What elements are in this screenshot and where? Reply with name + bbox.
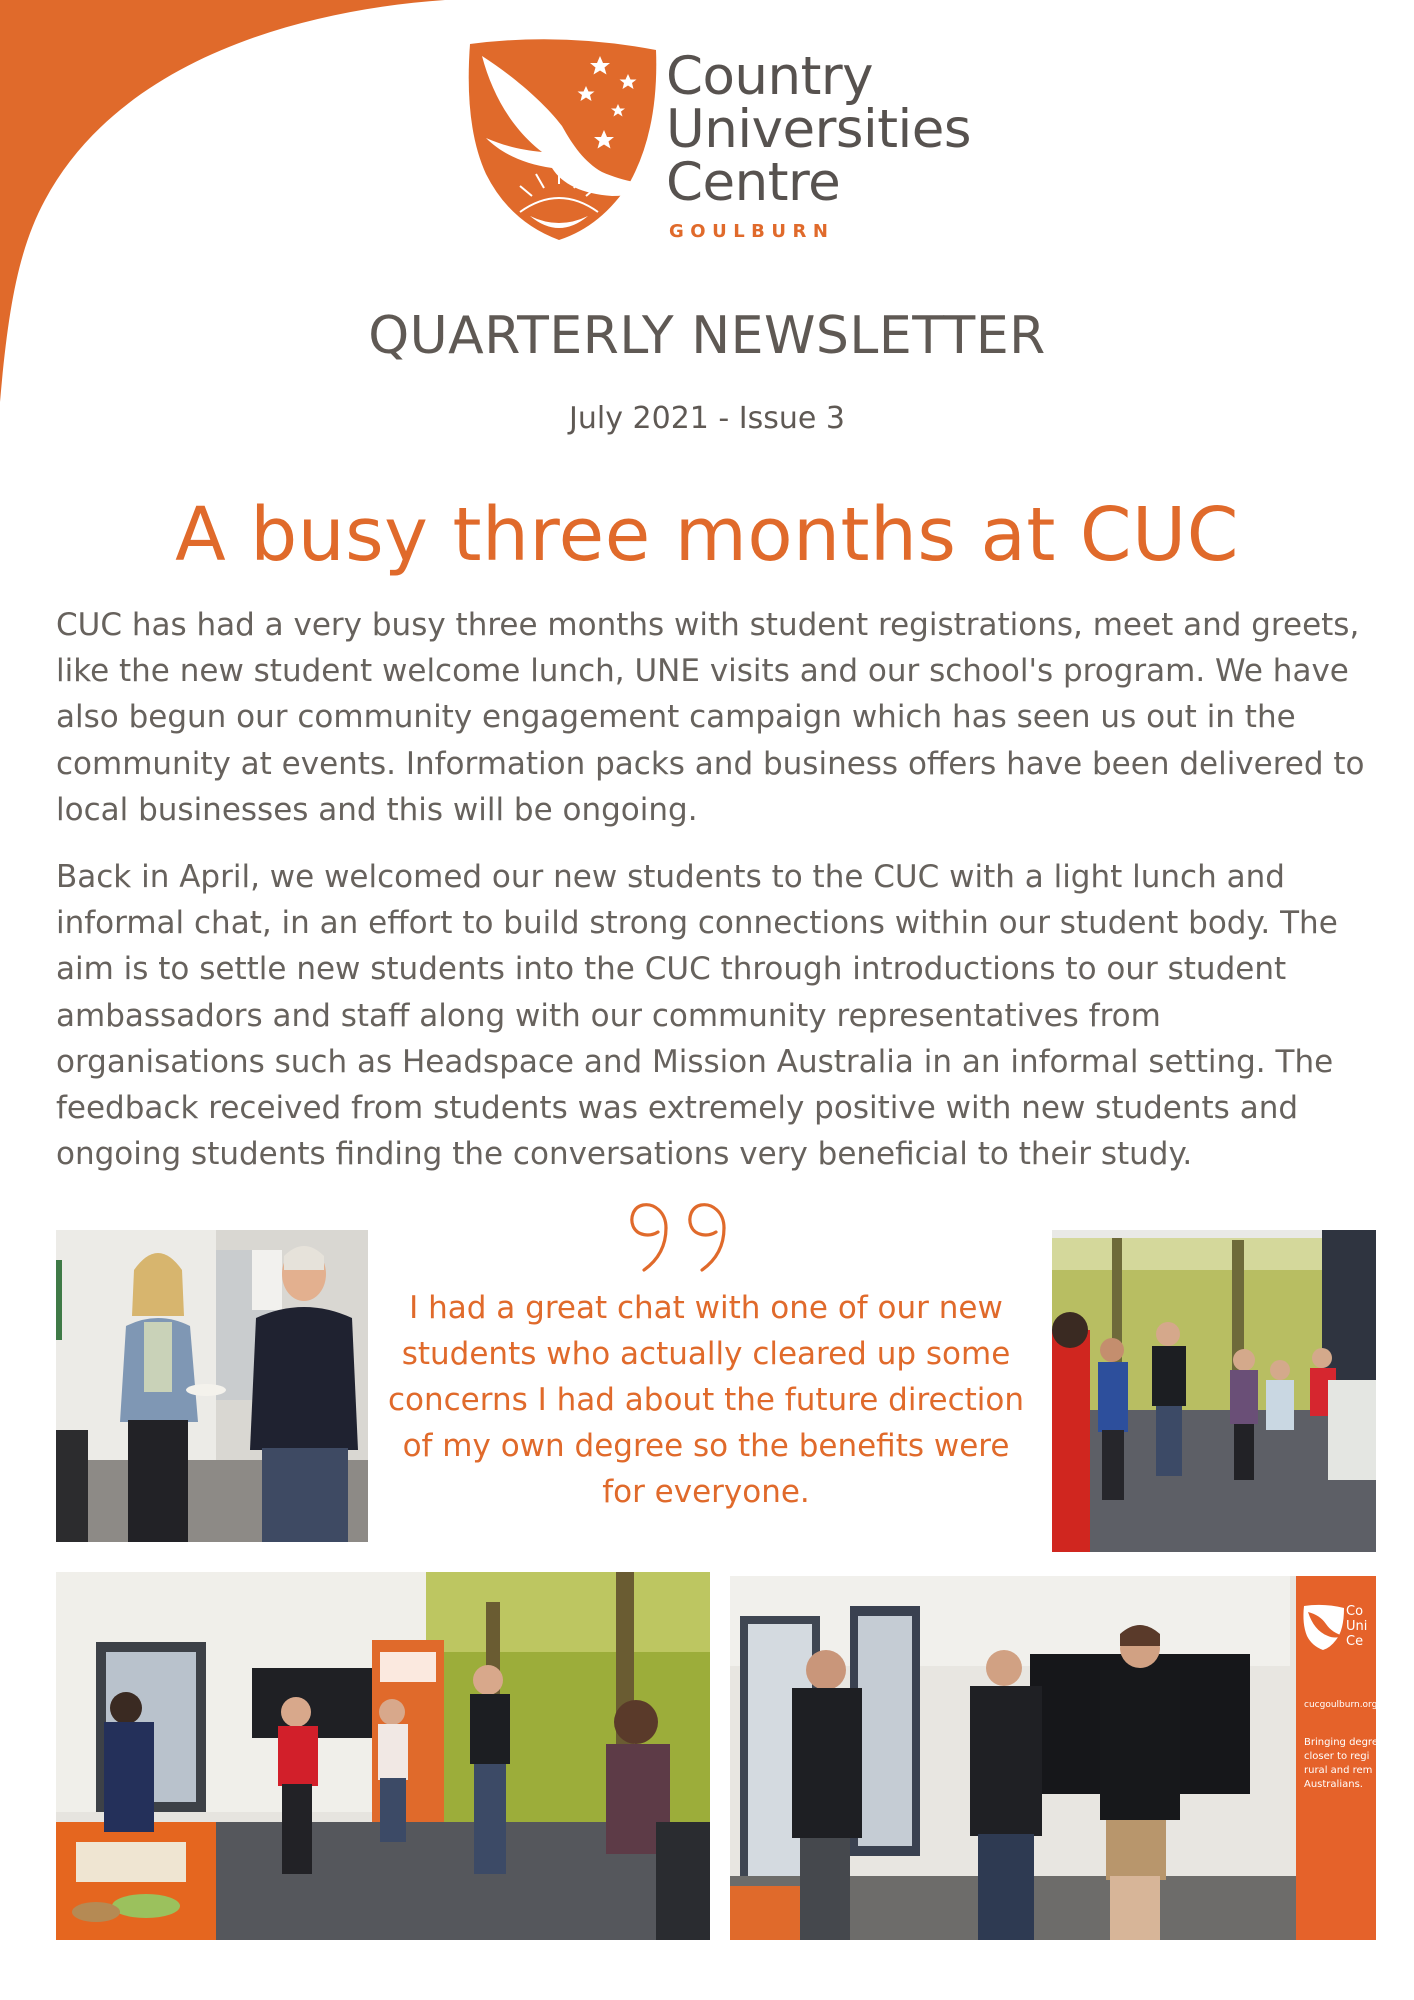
logo-wordmark — [666, 46, 971, 242]
article-headline: A busy three months at CUC — [175, 492, 1239, 578]
quote-marks-icon — [628, 1198, 744, 1274]
logo-line-centre: Centre — [666, 152, 841, 213]
banner-logo-line: Co — [1346, 1604, 1364, 1619]
eagle-shield-icon — [1302, 1604, 1346, 1650]
cuc-pull-up-banner — [1296, 1576, 1386, 1940]
banner-tagline-line: Bringing degre — [1304, 1737, 1378, 1748]
article-paragraph: CUC has had a very busy three months with student registrations, meet and greets, like the new student welcome lunch, UNE visits and our school's program. We have also begun our community engagement campaign which has seen us out in the community at events. Information packs and business offers have been delivered to local businesses and this will be ongoing. — [56, 607, 1365, 828]
article-paragraph: Back in April, we welcomed our new students to the CUC with a light lunch and informal chat, in an effort to build strong connections within our student body. The aim is to settle new students into the CUC through introductions to our student ambassadors and staff along with our community representatives from organisations such as Headspace and Mission Australia in an informal setting. The feedback received from students was extremely positive with new students and ongoing students finding the conversations very beneficial to their study. — [56, 859, 1338, 1173]
banner-logo-line: Uni — [1346, 1619, 1368, 1634]
photo-group-welcome — [1052, 1230, 1376, 1552]
eagle-shield-icon — [462, 34, 662, 244]
banner-tagline-line: closer to regi — [1304, 1751, 1370, 1762]
logo-location: GOULBURN — [669, 221, 835, 242]
banner-tagline-line: rural and rem — [1304, 1765, 1373, 1776]
cuc-goulburn-logo — [462, 34, 971, 246]
pull-quote: I had a great chat with one of our new students who actually cleared up some concerns I had about the future direction of my own degree so the benefits were for everyone. — [387, 1290, 1025, 1510]
logo-line-universities: Universities — [666, 99, 971, 160]
photo-chat-by-banner — [730, 1576, 1386, 1940]
logo-line-country: Country — [666, 46, 874, 107]
photo-welcome-lunch-room — [56, 1572, 710, 1940]
photo-students-chatting — [56, 1230, 368, 1542]
banner-logo-line: Ce — [1346, 1634, 1364, 1649]
issue-date: July 2021 - Issue 3 — [569, 401, 845, 436]
banner-website: cucgoulburn.org.a — [1304, 1700, 1386, 1710]
banner-tagline-line: Australians. — [1304, 1779, 1363, 1790]
newsletter-title: QUARTERLY NEWSLETTER — [368, 306, 1046, 366]
